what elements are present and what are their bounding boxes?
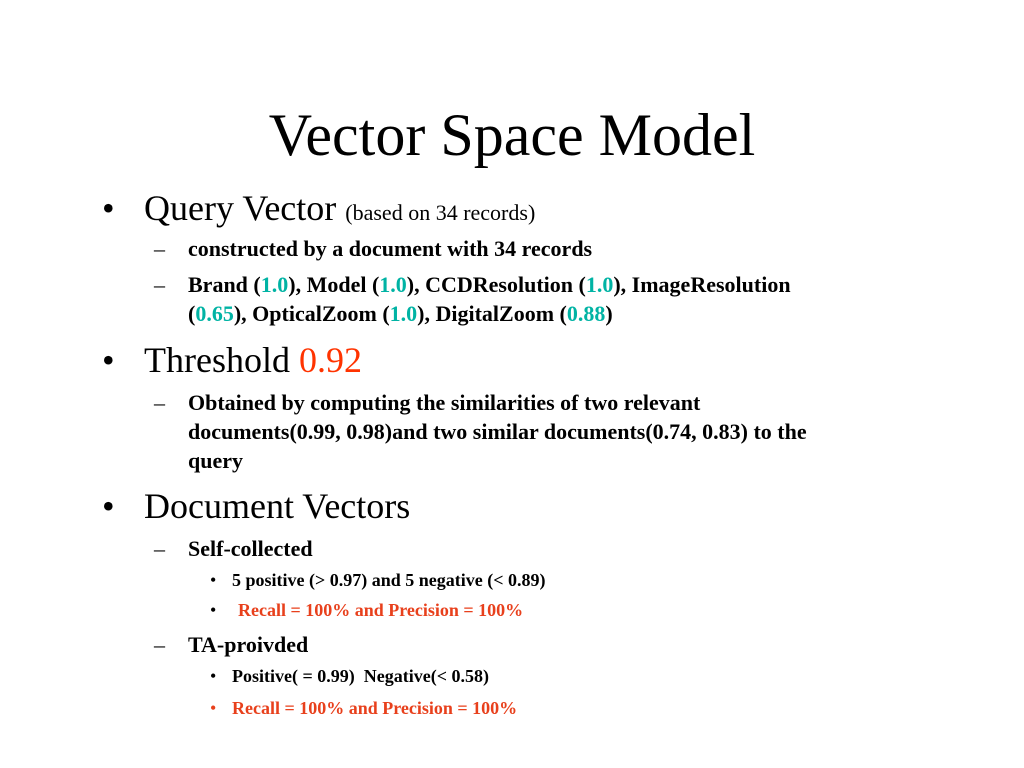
bullet-marker: • [210, 666, 217, 686]
query-vector-note: (based on 34 records) [345, 200, 536, 225]
weight-close: ) [605, 301, 613, 326]
dash-marker: – [154, 536, 165, 561]
self-collected-item-2-text: Recall = 100% and Precision = 100% [238, 600, 524, 620]
self-collected-item-2 [210, 598, 972, 622]
weight-image-label: ), ImageResolution [613, 272, 791, 297]
bullet-marker: • [102, 188, 115, 228]
threshold-sub-line-3: query [188, 448, 243, 473]
threshold-sub [154, 388, 978, 475]
bullet-marker: • [210, 600, 217, 620]
weight-image-value: 0.65 [195, 301, 234, 326]
threshold-sub-line-1: Obtained by computing the similarities of two relevant [188, 390, 701, 415]
weight-optical-label: ), OpticalZoom ( [233, 301, 390, 326]
bullet-marker: • [102, 486, 115, 526]
threshold-value: 0.92 [298, 340, 362, 380]
ta-provided [154, 630, 978, 659]
document-vectors-label: Document Vectors [144, 486, 411, 526]
ta-provided-item-2 [210, 696, 972, 720]
ta-provided-label: TA-proivded [188, 632, 309, 657]
ta-provided-item-1 [210, 664, 972, 688]
self-collected [154, 534, 978, 563]
self-collected-item-1 [210, 568, 972, 592]
weight-brand-label: Brand ( [188, 272, 261, 297]
weights-line-1 [188, 270, 978, 299]
dash-marker: – [154, 632, 165, 657]
weight-brand-value: 1.0 [260, 272, 289, 297]
query-sub-constructed [154, 234, 978, 263]
self-collected-label: Self-collected [188, 536, 313, 561]
weight-digital-label: ), DigitalZoom ( [417, 301, 567, 326]
threshold-label: Threshold [144, 340, 290, 380]
weight-ccd-label: ), CCDResolution ( [406, 272, 586, 297]
dash-marker: – [154, 272, 165, 297]
ta-provided-item-2-text: Recall = 100% and Precision = 100% [232, 698, 518, 718]
weight-model-value: 1.0 [379, 272, 407, 297]
weight-ccd-value: 1.0 [585, 272, 614, 297]
bullet-marker: • [210, 698, 217, 718]
weight-image-open: ( [188, 301, 196, 326]
self-collected-item-1-text: 5 positive (> 0.97) and 5 negative (< 0.89) [232, 570, 546, 590]
bullet-marker: • [210, 570, 217, 590]
weight-digital-value: 0.88 [566, 301, 606, 326]
bullet-threshold [102, 340, 362, 380]
bullet-marker: • [102, 340, 115, 380]
ta-provided-item-1-text: Positive( = 0.99) Negative(< 0.58) [232, 666, 489, 686]
weight-model-label: ), Model ( [288, 272, 380, 297]
query-sub-weights [154, 270, 978, 328]
query-sub-constructed-text: constructed by a document with 34 records [188, 236, 593, 261]
query-vector-label: Query Vector [144, 188, 337, 228]
bullet-document-vectors [102, 486, 411, 526]
slide-title: Vector Space Model [268, 102, 756, 168]
dash-marker: – [154, 390, 165, 415]
threshold-sub-line-2: documents(0.99, 0.98)and two similar documents(0.74, 0.83) to the [188, 419, 807, 444]
dash-marker: – [154, 236, 165, 261]
bullet-query-vector [102, 188, 536, 233]
weights-line-2 [188, 299, 978, 328]
weight-optical-value: 1.0 [389, 301, 418, 326]
